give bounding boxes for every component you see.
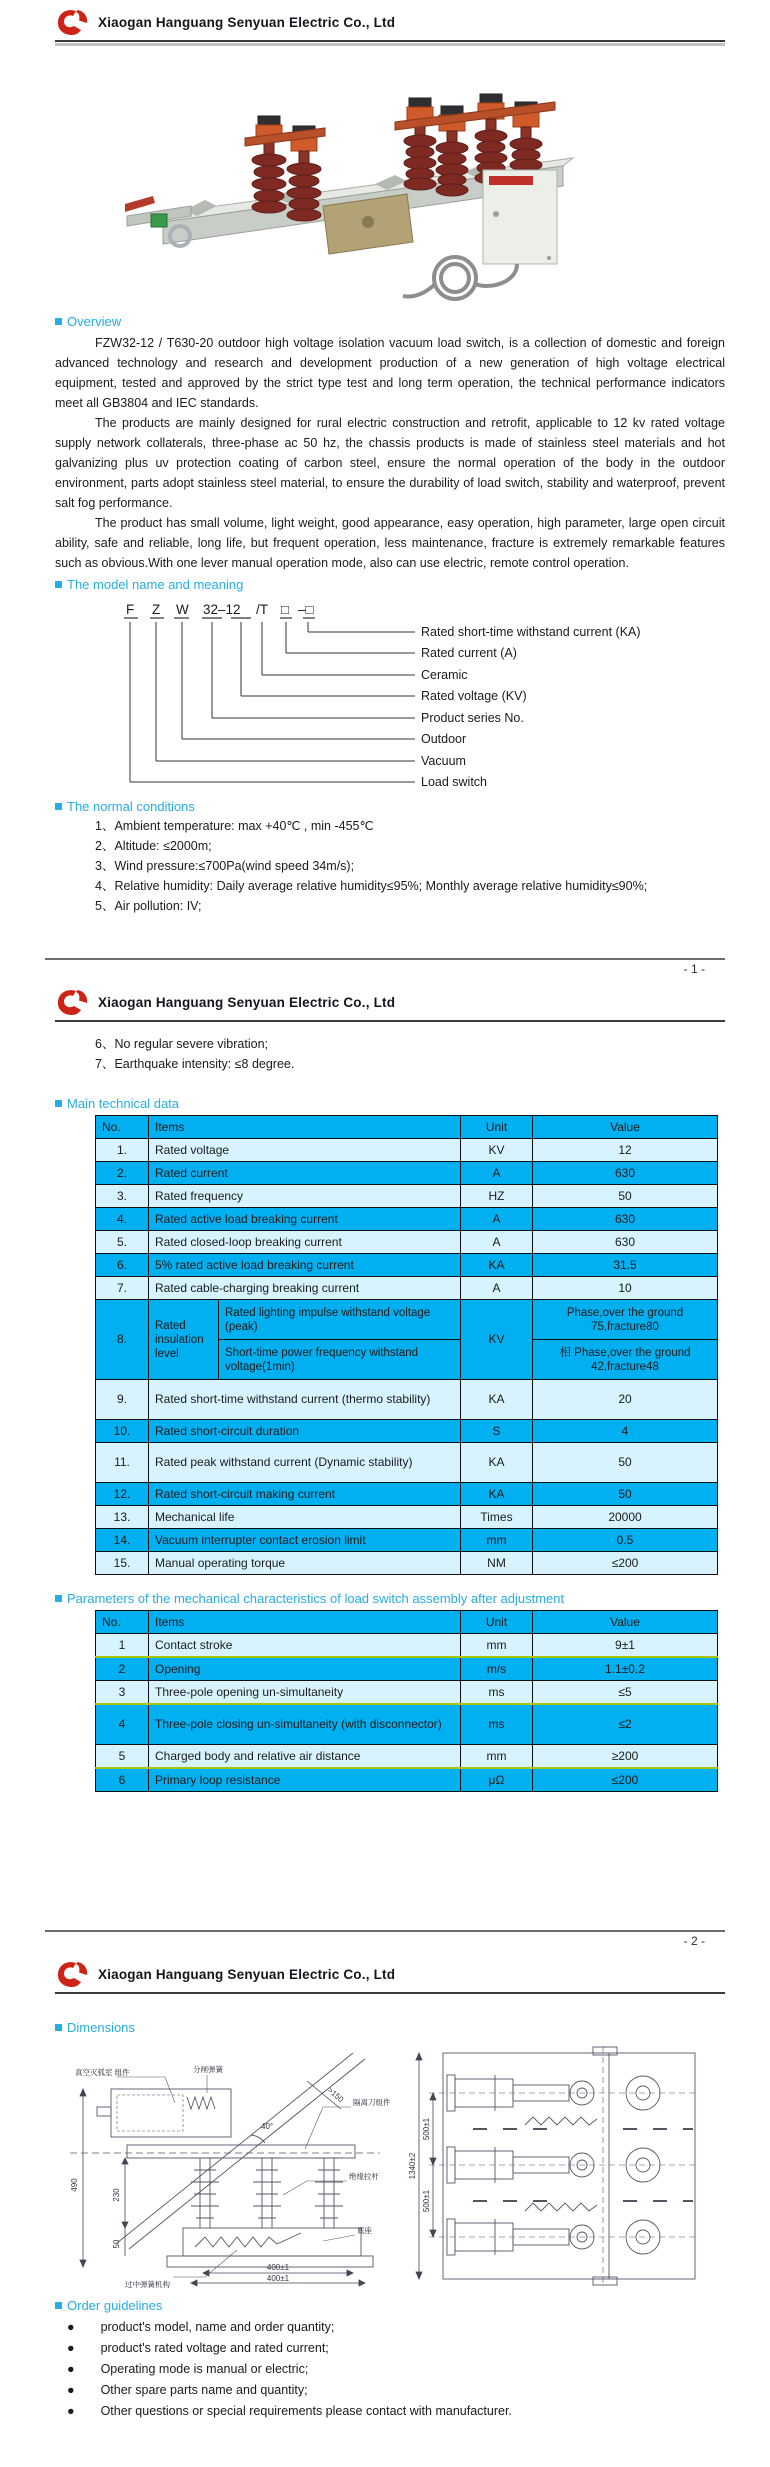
svg-text:□: □: [281, 602, 290, 617]
main-data-title: Main technical data: [67, 1096, 180, 1111]
main-technical-data-table: [95, 1115, 718, 1575]
table-row: 1 Contact stroke mm 9±1: [96, 1634, 718, 1658]
page-3: [0, 1952, 770, 2467]
header-divider-shadow: [55, 43, 725, 46]
svg-text:400±1: 400±1: [266, 2263, 290, 2272]
company-header: [55, 0, 725, 37]
company-header: [55, 1952, 725, 1989]
col-items: Items: [149, 1116, 461, 1139]
table-row: 15. Manual operating torque NM ≤200: [96, 1552, 718, 1575]
mech-params-title: Parameters of the mechanical characteristics of load switch assembly after adjustment: [67, 1591, 565, 1606]
page-2: [0, 980, 770, 1952]
mechanical-characteristics-table: [95, 1610, 718, 1792]
overview-paragraph-1: FZW32-12 / T630-20 outdoor high voltage isolation vacuum load switch, is a collection of domestic and foreign advanced technology and research and development production of a new generation of high voltage electrical equipment, tested and approved by the strict type test and long term operation, the technical performance indicators meet all GB3804 and IEC standards.: [55, 336, 725, 410]
company-name: Xiaogan Hanguang Senyuan Electric Co., Ltd: [98, 1967, 396, 1982]
dimension-drawings: [55, 2045, 725, 2290]
order-item: [67, 2317, 725, 2338]
svg-text:底座: 底座: [357, 2226, 372, 2235]
company-logo-icon: [55, 8, 89, 37]
overview-paragraph-2: The products are mainly designed for rural electric construction and retrofit, applicable to 12 kv rated voltage supply network collaterals, three-phase ac 50 hz, the chassis products is made of stainless steel materials and hot galvanizing plus uv protection coating of carbon steel, ensure the normal operation of the body in the outdoor environment, parts adopt stainless steel material, to ensure the durability of load switch, stability and waterproof, prevent salt fog performance.: [55, 416, 725, 510]
condition-item: 3、Wind pressure:≤700Pa(wind speed 34m/s);: [95, 859, 355, 873]
svg-text:分闸弹簧: 分闸弹簧: [193, 2065, 223, 2074]
condition-item: 4、Relative humidity: Daily average relative humidity≤95%; Monthly average relative humidity≤90%;: [95, 879, 648, 893]
top-view-drawing: [407, 2045, 717, 2290]
condition-item: 6、No regular severe vibration;: [95, 1037, 268, 1051]
col-items: Items: [149, 1611, 461, 1634]
bullet-icon: ●: [67, 2320, 75, 2334]
table-row: 2. Rated current A 630: [96, 1162, 718, 1185]
table-row: 3. Rated frequency HZ 50: [96, 1185, 718, 1208]
table-row: 12. Rated short-circuit making current KA 50: [96, 1483, 718, 1506]
table-row: 5 Charged body and relative air distance mm ≥200: [96, 1745, 718, 1769]
svg-text:Vacuum: Vacuum: [421, 754, 466, 768]
dimensions-title: Dimensions: [67, 2020, 135, 2035]
section-bullet-icon: [55, 2302, 62, 2309]
order-guidelines-title: Order guidelines: [67, 2298, 163, 2313]
product-photo: [125, 54, 605, 304]
svg-text:过中弹簧机构: 过中弹簧机构: [125, 2280, 170, 2289]
col-no: No.: [96, 1611, 149, 1634]
header-divider: [55, 1020, 725, 1022]
section-bullet-icon: [55, 803, 62, 810]
table-row: 13. Mechanical life Times 20000: [96, 1506, 718, 1529]
col-value: Value: [533, 1116, 718, 1139]
svg-text:>150: >150: [325, 2085, 346, 2105]
order-item-text: product's model, name and order quantity;: [100, 2320, 335, 2334]
condition-item: 2、Altitude: ≤2000m;: [95, 839, 212, 853]
page-2-footer: [45, 1930, 725, 1948]
svg-text:500±1: 500±1: [422, 2189, 431, 2213]
svg-text:400±1: 400±1: [266, 2274, 290, 2283]
table-row: 6 Primary loop resistance μΩ ≤200: [96, 1768, 718, 1792]
company-logo-icon: [55, 988, 89, 1017]
svg-text:隔离刀组件: 隔离刀组件: [353, 2098, 391, 2107]
svg-text:/T: /T: [256, 602, 268, 617]
col-no: No.: [96, 1116, 149, 1139]
header-divider: [55, 40, 725, 42]
col-unit: Unit: [461, 1611, 533, 1634]
table-header-row: [96, 1611, 718, 1634]
order-item: [67, 2338, 725, 2359]
table-row: 4 Three-pole closing un-simultaneity (with disconnector) ms ≤2: [96, 1704, 718, 1745]
svg-text:F: F: [126, 602, 135, 617]
condition-item: 1、Ambient temperature: max +40℃ , min -455℃: [95, 819, 374, 833]
section-bullet-icon: [55, 581, 62, 588]
order-item: [67, 2359, 725, 2380]
overview-heading: [55, 314, 725, 329]
page-1: [0, 0, 770, 980]
order-item-text: Other spare parts name and quantity;: [100, 2383, 308, 2397]
svg-text:50: 50: [112, 2239, 121, 2249]
page-number: - 2 -: [683, 1934, 705, 1948]
section-bullet-icon: [55, 1595, 62, 1602]
condition-item: 5、Air pollution: IV;: [95, 899, 202, 913]
bullet-icon: ●: [67, 2404, 75, 2418]
svg-text:230: 230: [112, 2188, 121, 2202]
svg-text:1340±2: 1340±2: [408, 2152, 417, 2180]
svg-text:Rated current (A): Rated current (A): [421, 646, 517, 660]
table-row: 11. Rated peak withstand current (Dynamic stability) KA 50: [96, 1443, 718, 1483]
col-value: Value: [533, 1611, 718, 1634]
table-row-insulation-2: Short-time power frequency withstand voltage(1min) 相 Phase,over the ground 42,fracture48: [96, 1340, 718, 1380]
company-name: Xiaogan Hanguang Senyuan Electric Co., Ltd: [98, 995, 396, 1010]
table-row: 7. Rated cable-charging breaking current A 10: [96, 1277, 718, 1300]
svg-text:Product series No.: Product series No.: [421, 711, 524, 725]
table-row: 10. Rated short-circuit duration S 4: [96, 1420, 718, 1443]
table-row: 4. Rated active load breaking current A 630: [96, 1208, 718, 1231]
page-number: - 1 -: [683, 962, 705, 976]
svg-text:500±1: 500±1: [422, 2117, 431, 2141]
table-row: 1. Rated voltage KV 12: [96, 1139, 718, 1162]
page-1-footer: [45, 958, 725, 976]
svg-text:32–12: 32–12: [203, 602, 241, 617]
svg-text:Rated voltage (KV): Rated voltage (KV): [421, 689, 527, 703]
main-data-heading: [55, 1096, 725, 1111]
normal-conditions-heading: [55, 799, 725, 814]
svg-text:Rated short-time withstand cur: Rated short-time withstand current (KA): [421, 625, 641, 639]
bullet-icon: ●: [67, 2383, 75, 2397]
svg-text:Load switch: Load switch: [421, 775, 488, 789]
section-bullet-icon: [55, 2024, 62, 2031]
condition-item: 7、Earthquake intensity: ≤8 degree.: [95, 1057, 295, 1071]
svg-text:Ceramic: Ceramic: [421, 668, 468, 682]
table-row: 5. Rated closed-loop breaking current A 630: [96, 1231, 718, 1254]
order-item-text: Operating mode is manual or electric;: [100, 2362, 309, 2376]
overview-paragraph-3: The product has small volume, light weight, good appearance, easy operation, high parameter, large open circuit ability, safe and reliable, long life, but frequent operation, less maintenance, fracture is extremely remarkable features such as obvious.With one lever manual operation mode, also can use electric, remote control operation.: [55, 516, 725, 570]
bullet-icon: ●: [67, 2362, 75, 2376]
section-bullet-icon: [55, 1100, 62, 1107]
order-item: [67, 2380, 725, 2401]
section-bullet-icon: [55, 318, 62, 325]
company-header: [55, 980, 725, 1017]
company-name: Xiaogan Hanguang Senyuan Electric Co., Ltd: [98, 15, 396, 30]
svg-text:W: W: [176, 602, 189, 617]
mech-params-heading: [55, 1591, 725, 1606]
model-title: The model name and meaning: [67, 577, 244, 592]
order-guidelines-heading: [55, 2298, 725, 2313]
order-item: [67, 2401, 725, 2422]
svg-text:真空灭弧室 组件: 真空灭弧室 组件: [75, 2068, 130, 2077]
table-row: 14. Vacuum interrupter contact erosion limit mm 0.5: [96, 1529, 718, 1552]
bullet-icon: ●: [67, 2341, 75, 2355]
svg-text:绝缘拉杆: 绝缘拉杆: [349, 2172, 379, 2181]
order-item-text: product's rated voltage and rated current;: [100, 2341, 329, 2355]
order-item-text: Other questions or special requirements please contact with manufacturer.: [100, 2404, 512, 2418]
svg-text:40°: 40°: [261, 2122, 274, 2131]
overview-title: Overview: [67, 314, 122, 329]
svg-text:Outdoor: Outdoor: [421, 732, 467, 746]
svg-text:490: 490: [70, 2178, 79, 2192]
table-header-row: [96, 1116, 718, 1139]
table-row-insulation-1: 8. Rated insulation level Rated lighting impulse withstand voltage (peak) KV Phase,over the ground 75,fracture80: [96, 1300, 718, 1340]
model-heading: [55, 577, 725, 592]
dimensions-heading: [55, 2020, 725, 2035]
col-unit: Unit: [461, 1116, 533, 1139]
table-row: 6. 5% rated active load breaking current KA 31.5: [96, 1254, 718, 1277]
svg-text:Z: Z: [152, 602, 161, 617]
table-row: 2 Opening m/s 1.1±0.2: [96, 1657, 718, 1681]
company-logo-icon: [55, 1960, 89, 1989]
side-view-drawing: [55, 2045, 395, 2290]
table-row: 3 Three-pole opening un-simultaneity ms ≤5: [96, 1681, 718, 1705]
table-row: 9. Rated short-time withstand current (thermo stability) KA 20: [96, 1380, 718, 1420]
normal-conditions-title: The normal conditions: [67, 799, 195, 814]
header-divider: [55, 1992, 725, 1994]
svg-text:–□: –□: [298, 602, 314, 617]
model-name-diagram: [55, 592, 725, 792]
